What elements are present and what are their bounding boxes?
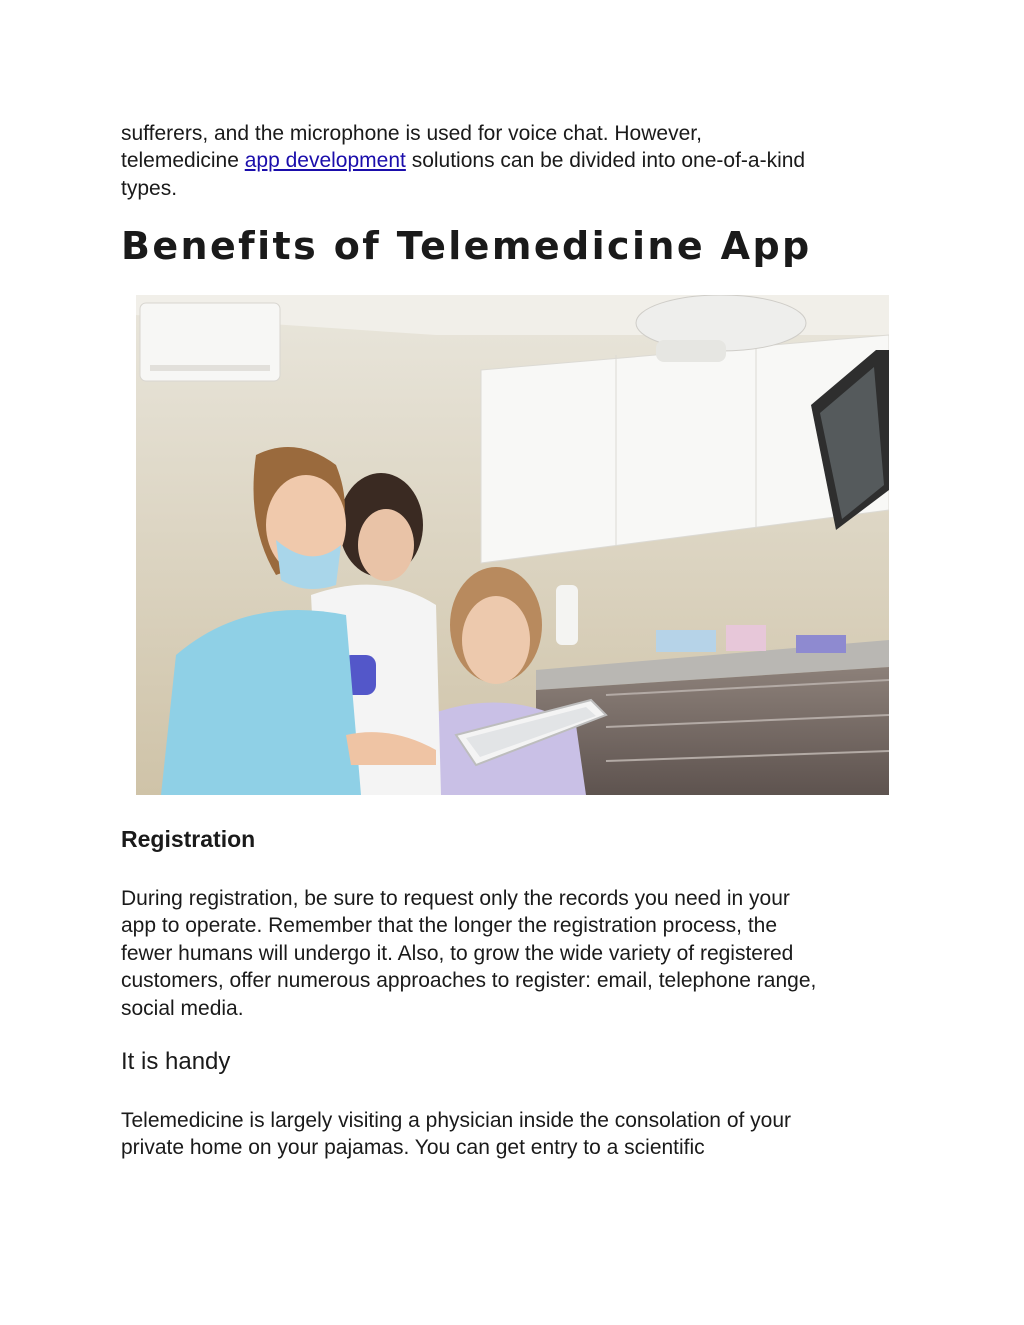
handy-heading: It is handy bbox=[121, 1048, 231, 1075]
handy-line: private home on your pajamas. You can get entry to a scientific bbox=[121, 1136, 705, 1160]
handy-paragraph bbox=[121, 1107, 911, 1162]
intro-line-1: sufferers, and the microphone is used for voice chat. However, bbox=[121, 122, 702, 145]
registration-line: social media. bbox=[121, 996, 244, 1020]
app-development-link[interactable]: app development bbox=[244, 149, 406, 173]
intro-line-2-end: solutions can be divided into one-of-a-kind bbox=[405, 149, 806, 173]
registration-paragraph bbox=[121, 885, 911, 1022]
registration-heading: Registration bbox=[121, 826, 256, 852]
intro-line-3: types. bbox=[121, 176, 178, 200]
registration-line: customers, offer numerous approaches to register: email, telephone range, bbox=[121, 969, 817, 993]
page-title: Benefits of Telemedicine App bbox=[121, 224, 812, 268]
intro-paragraph bbox=[121, 120, 911, 202]
dental-clinic-photo bbox=[136, 295, 889, 795]
registration-line: fewer humans will undergo it. Also, to grow the wide variety of registered bbox=[121, 941, 794, 965]
intro-line-2-start: telemedicine bbox=[121, 149, 245, 173]
registration-line: During registration, be sure to request only the records you need in your bbox=[121, 887, 790, 910]
registration-line: app to operate. Remember that the longer the registration process, the bbox=[121, 914, 778, 938]
handy-line: Telemedicine is largely visiting a physician inside the consolation of your bbox=[121, 1109, 792, 1132]
